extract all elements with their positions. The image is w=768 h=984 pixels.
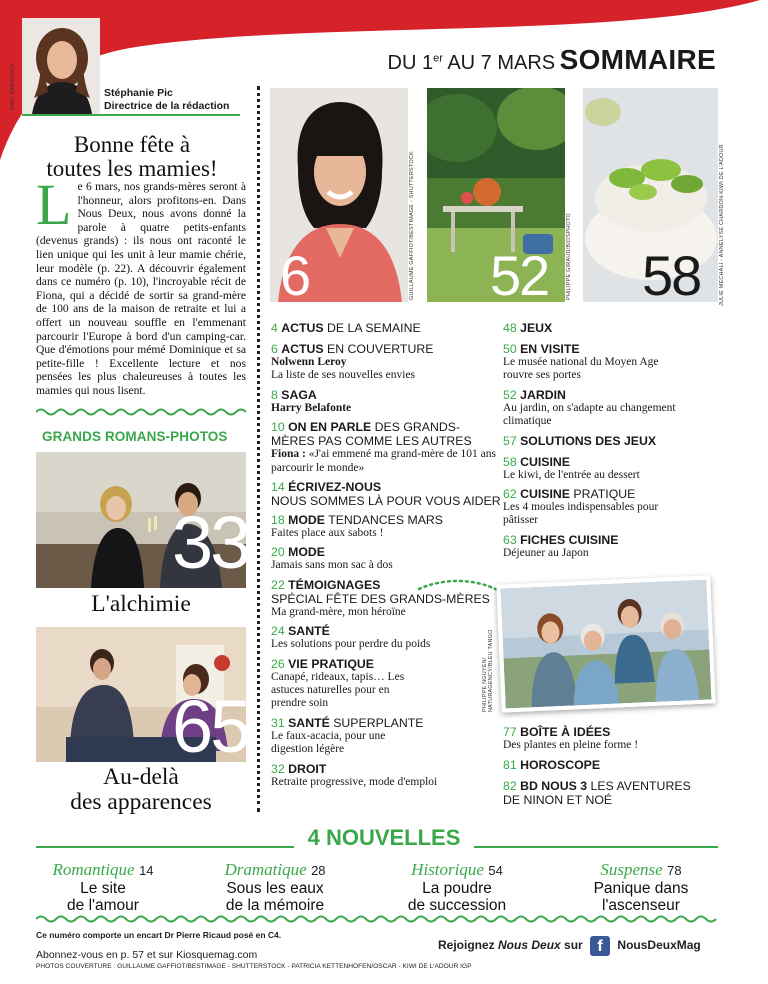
toc-description: Des plantes en pleine forme ! bbox=[503, 739, 639, 751]
roman-title-apparences bbox=[36, 765, 246, 815]
toc-rubrique: CUISINE bbox=[520, 487, 570, 502]
toc-rubrique-line2: SPÉCIAL FÊTE DES GRANDS-MÈRES bbox=[271, 591, 490, 606]
toc-rubrique-line2: NOUS SOMMES LÀ POUR VOUS AIDER bbox=[271, 494, 501, 509]
nouvelle-title-line1: La poudre bbox=[422, 880, 492, 897]
toc-page-number: 63 bbox=[503, 532, 517, 547]
toc-description: Retraite progressive, mode d'emploi bbox=[271, 775, 438, 788]
editor-name: Stéphanie Pic bbox=[104, 87, 173, 99]
nouvelle-title-line2: de la mémoire bbox=[225, 897, 325, 914]
toc-page-number: 10 bbox=[271, 420, 285, 435]
cover-photo-number-58: 58 bbox=[642, 244, 701, 307]
toc-page-number: 50 bbox=[503, 342, 517, 356]
toc-entry[interactable] bbox=[503, 388, 718, 429]
toc-description: Jamais sans mon sac à dos bbox=[271, 559, 393, 572]
toc-entry[interactable] bbox=[271, 420, 496, 475]
footer-abonnez: Abonnez-vous en p. 57 et sur Kiosquemag.com bbox=[36, 949, 258, 961]
toc-rubrique: SANTÉ bbox=[288, 624, 330, 639]
toc-description: Au jardin, on s'adapte au changement climatique bbox=[503, 401, 676, 428]
footer-join-post: sur bbox=[560, 938, 583, 953]
toc-rubrique: BD NOUS 3 bbox=[520, 779, 588, 794]
toc-page-number: 22 bbox=[271, 577, 285, 592]
toc-description: Le musée national du Moyen Age rouvre ses portes bbox=[503, 356, 659, 382]
toc-right-bottom bbox=[503, 725, 718, 807]
toc-rubrique-suffix: TENDANCES MARS bbox=[325, 513, 443, 528]
toc-entry[interactable] bbox=[271, 342, 496, 383]
toc-rubrique: ÉCRIVEZ-NOUS bbox=[288, 480, 382, 495]
toc-description: Ma grand-mère, mon héroïne bbox=[271, 605, 406, 618]
editor-photo-credit: ERIC BARATOUX bbox=[10, 62, 16, 110]
toc-page-number: 52 bbox=[503, 387, 517, 402]
edito-dropcap: L bbox=[36, 172, 72, 237]
toc-entry[interactable] bbox=[503, 321, 718, 335]
toc-subject: Fiona : bbox=[271, 448, 306, 461]
toc-right-column bbox=[503, 321, 718, 560]
nouvelle-genre: Historique bbox=[411, 860, 484, 879]
roman-number-33: 33 bbox=[172, 501, 249, 584]
nouvelle-title-line2: l'ascenseur bbox=[602, 897, 680, 914]
toc-rubrique: EN VISITE bbox=[520, 342, 580, 356]
masthead-dates-post: AU 7 MARS bbox=[442, 52, 556, 74]
toc-entry[interactable] bbox=[503, 725, 718, 752]
wave-divider-bottom bbox=[36, 914, 718, 924]
toc-page-number: 48 bbox=[503, 321, 517, 335]
toc-rubrique: ACTUS bbox=[281, 342, 324, 356]
family-photo bbox=[496, 575, 715, 712]
toc-rubrique-suffix: PRATIQUE bbox=[570, 487, 636, 502]
toc-entry[interactable] bbox=[271, 513, 496, 540]
toc-rubrique-suffix: DES GRANDS- bbox=[371, 420, 461, 435]
toc-page-number: 81 bbox=[503, 758, 517, 773]
roman-title-alchimie: L'alchimie bbox=[91, 591, 191, 617]
toc-page-number: 24 bbox=[271, 624, 285, 639]
nouvelle-genre: Dramatique bbox=[224, 860, 307, 879]
toc-page-number: 14 bbox=[271, 480, 285, 495]
nouvelle-title-line1: Sous les eaux bbox=[226, 880, 324, 897]
toc-rubrique: SOLUTIONS DES JEUX bbox=[520, 433, 657, 448]
toc-page-number: 62 bbox=[503, 487, 517, 502]
roman-number-65: 65 bbox=[172, 685, 249, 768]
toc-description: Les 4 moules indispensables pour pâtisser bbox=[503, 501, 659, 527]
nouvelle-genre: Romantique bbox=[52, 860, 135, 879]
toc-description: La liste de ses nouvelles envies bbox=[271, 369, 416, 382]
toc-rubrique-line2: MÈRES PAS COMME LES AUTRES bbox=[271, 434, 472, 449]
toc-entry[interactable] bbox=[503, 455, 718, 482]
romans-heading: GRANDS ROMANS-PHOTOS bbox=[42, 429, 228, 444]
toc-page-number: 31 bbox=[271, 715, 285, 730]
toc-entry[interactable] bbox=[271, 388, 496, 415]
toc-rubrique: TÉMOIGNAGES bbox=[288, 577, 381, 592]
edito-title-line2: toutes les mamies! bbox=[46, 156, 218, 181]
masthead-title: SOMMAIRE bbox=[559, 44, 716, 75]
toc-page-number: 8 bbox=[271, 387, 278, 402]
toc-page-number: 57 bbox=[503, 433, 517, 448]
masthead-dates-sup: er bbox=[433, 52, 443, 65]
toc-entry[interactable] bbox=[503, 434, 718, 448]
cover-photo-credit-3: JULIE MECHALI - ANNELYSE CHARDON-KIWI DE L'ADOUR bbox=[719, 144, 725, 306]
toc-page-number: 18 bbox=[271, 513, 285, 528]
toc-page-number: 58 bbox=[503, 454, 517, 469]
toc-rubrique: SAGA bbox=[281, 387, 317, 402]
nouvelle-suspense[interactable] bbox=[556, 860, 726, 914]
nouvelle-page: 28 bbox=[311, 863, 326, 878]
toc-rubrique: ON EN PARLE bbox=[288, 420, 372, 435]
toc-page-number: 77 bbox=[503, 725, 517, 739]
footer-encart: Ce numéro comporte un encart Dr Pierre Ricaud posé en C4. bbox=[36, 930, 282, 940]
toc-page-number: 82 bbox=[503, 779, 517, 794]
masthead-dates bbox=[388, 52, 556, 74]
toc-entry[interactable] bbox=[271, 545, 496, 572]
nouvelle-romantique[interactable] bbox=[18, 860, 188, 914]
nouvelle-title-line1: Le site bbox=[80, 880, 126, 897]
toc-entry[interactable] bbox=[503, 779, 718, 807]
toc-entry[interactable] bbox=[271, 716, 496, 757]
toc-rubrique-suffix: DE LA SEMAINE bbox=[323, 321, 421, 335]
toc-description: Faites place aux sabots ! bbox=[271, 527, 384, 540]
toc-entry[interactable] bbox=[271, 762, 496, 789]
masthead bbox=[388, 44, 716, 76]
toc-entry[interactable] bbox=[271, 624, 496, 651]
cover-photo-number-52: 52 bbox=[490, 244, 549, 307]
roman-title-apparences-line1: Au-delà bbox=[103, 764, 179, 790]
cover-photo-credit-2: PHILIPPE GIRAUD/BIOSPHOTO bbox=[566, 213, 572, 300]
edito-title-line1: Bonne fête à bbox=[73, 132, 191, 157]
toc-rubrique: SANTÉ bbox=[288, 715, 330, 730]
editor-role: Directrice de la rédaction bbox=[104, 100, 230, 112]
toc-rubrique: MODE bbox=[288, 545, 326, 560]
toc-rubrique: MODE bbox=[288, 513, 326, 528]
editor-photo bbox=[22, 18, 100, 114]
edito-body bbox=[36, 172, 246, 398]
nouvelle-title-line2: de succession bbox=[407, 897, 507, 914]
toc-rubrique: DROIT bbox=[288, 761, 327, 776]
nouvelle-page: 54 bbox=[488, 863, 503, 878]
toc-description: «J'ai emmené ma grand-mère de 101 ans parcourir le monde» bbox=[271, 448, 496, 474]
nouvelles-heading: 4 NOUVELLES bbox=[307, 825, 461, 850]
toc-description: Le faux-acacia, pour une digestion légère bbox=[271, 729, 386, 756]
toc-rubrique: JEUX bbox=[520, 321, 553, 335]
toc-page-number: 26 bbox=[271, 656, 285, 671]
toc-description: Les solutions pour perdre du poids bbox=[271, 638, 431, 651]
toc-entry[interactable] bbox=[503, 487, 718, 528]
footer-join-pre: Rejoignez bbox=[438, 938, 499, 953]
footer-credits: PHOTOS COUVERTURE : GUILLAUME GAFFIOT/BESTIMAGE - SHUTTERSTOCK - PATRICIA KETTENHOFEN/OSCAR - KIWI DE L'ADOUR IGP bbox=[36, 963, 472, 970]
toc-rubrique: JARDIN bbox=[520, 387, 566, 402]
toc-rubrique: VIE PRATIQUE bbox=[288, 656, 374, 671]
toc-page-number: 32 bbox=[271, 761, 285, 776]
nouvelle-historique[interactable] bbox=[372, 860, 542, 914]
toc-rubrique-suffix: SUPERPLANTE bbox=[329, 715, 424, 730]
nouvelle-title-line2: de l'amour bbox=[67, 897, 139, 914]
masthead-dates-pre: DU 1 bbox=[387, 52, 434, 74]
toc-rubrique: ACTUS bbox=[281, 321, 324, 335]
toc-rubrique: HOROSCOPE bbox=[520, 758, 601, 773]
editor-divider bbox=[22, 114, 240, 116]
toc-rubrique: CUISINE bbox=[520, 454, 570, 469]
wave-divider-left bbox=[36, 407, 246, 417]
cover-photo-number-6: 6 bbox=[280, 244, 310, 307]
cover-photo-credit-1: GUILLAUME GAFFIOT/BESTIMAGE - SHUTTERSTOCK bbox=[409, 151, 415, 300]
toc-entry[interactable] bbox=[503, 533, 718, 560]
facebook-handle: NousDeuxMag bbox=[617, 938, 701, 953]
edito-text: e 6 mars, nos grands-mères seront à l'honneur, alors profitons-en. Dans Nous Deux, nous avons donné la parole à quatre petits-enfants (devenus grands) : ils nous ont raconté le lien unique qui les unit à leur mamie chérie, leur modèle (p. 22). A découvrir également dans ce numéro (p. 10), l'incroyable récit de Fiona, qui a décidé de sortir sa grand-mère de 100 ans de la maison de retraite et lui a offert un nouveau souffle en l'emmenant parcourir l'Europe à bord d'un camping-car. Que d'émotions pour mémé Dominique et sa petite-fille ! Excellente lecture et nos pensées les plus chaleureuses à toutes les mamies qui nous lisent. bbox=[36, 180, 246, 397]
nouvelle-title-line1: Panique dans bbox=[593, 880, 689, 897]
toc-page-number: 6 bbox=[271, 342, 278, 356]
toc-rubrique-suffix: LES AVENTURES bbox=[587, 779, 691, 794]
footer-social[interactable] bbox=[438, 936, 701, 956]
toc-entry[interactable] bbox=[503, 758, 718, 772]
toc-subject: Nolwenn Leroy bbox=[271, 356, 347, 368]
toc-rubrique: BOÎTE À IDÉES bbox=[520, 725, 611, 739]
toc-entry[interactable] bbox=[271, 480, 501, 509]
toc-description: Le kiwi, de l'entrée au dessert bbox=[503, 468, 640, 481]
toc-entry[interactable] bbox=[503, 342, 718, 383]
toc-rubrique-line2: DE NINON ET NOÉ bbox=[503, 793, 613, 808]
toc-page-number: 20 bbox=[271, 545, 285, 560]
toc-subject: Harry Belafonte bbox=[271, 401, 352, 414]
footer-join-brand: Nous Deux bbox=[498, 938, 561, 953]
nouvelle-genre: Suspense bbox=[600, 860, 663, 879]
toc-rubrique: FICHES CUISINE bbox=[520, 532, 619, 547]
roman-title-apparences-line2: des apparences bbox=[70, 789, 212, 815]
toc-left-column bbox=[271, 321, 501, 789]
nouvelle-page: 78 bbox=[667, 863, 682, 878]
family-photo-credit: PHILIPPE NGUYEN/ NATURAGENCY/BLEU TANGO bbox=[482, 629, 494, 712]
facebook-icon: f bbox=[590, 936, 610, 956]
toc-description: Canapé, rideaux, tapis… Les astuces naturelles pour en prendre soin bbox=[271, 670, 405, 710]
nouvelle-page: 14 bbox=[139, 863, 154, 878]
toc-entry[interactable] bbox=[271, 321, 496, 335]
nouvelle-dramatique[interactable] bbox=[190, 860, 360, 914]
toc-page-number: 4 bbox=[271, 321, 278, 335]
toc-entry[interactable] bbox=[271, 657, 496, 711]
toc-description: Déjeuner au Japon bbox=[503, 546, 589, 559]
toc-rubrique-suffix: EN COUVERTURE bbox=[323, 342, 434, 356]
column-separator bbox=[257, 86, 260, 812]
